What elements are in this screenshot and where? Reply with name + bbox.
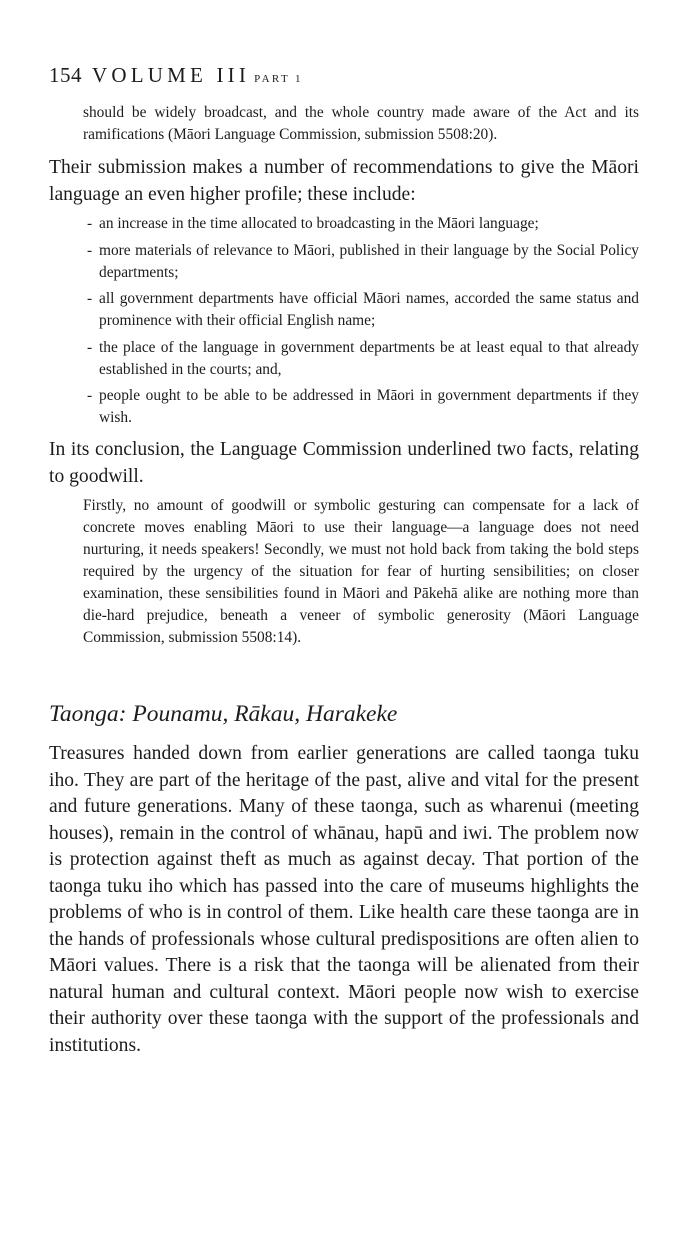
- list-item: - people ought to be able to be addressed in Māori in government departments if they wish.: [87, 387, 639, 426]
- dash-bullet: -: [87, 387, 93, 404]
- dash-bullet: -: [87, 338, 93, 356]
- block-quote-1: should be widely broadcast, and the whole country made aware of the Act and its ramifications (Māori Language Commission, submission 5508:20).: [83, 104, 639, 143]
- list-item: - more materials of relevance to Māori, published in their language by the Social Policy departments;: [87, 241, 639, 281]
- document-page: [49, 62, 639, 1059]
- block-quote-2: Firstly, no amount of goodwill or symbolic gesturing can compensate for a lack of concrete moves enabling Māori to use their language—a language does not need nurturing, it needs speakers! Secondly, we must not hold back from taking the bold steps required by the urgency of the situation for fear of hurting sensibilities; on closer examination, these sensibilities found in Māori and Pākehā alike are nothing more than die-hard prejudice, beneath a veneer of symbolic generosity (Māori Language Commission, submission 5508:14).: [83, 497, 639, 646]
- dash-bullet: -: [87, 290, 93, 307]
- dash-bullet: -: [87, 241, 93, 259]
- list-item: - the place of the language in government departments be at least equal to that already established in the courts; and,: [87, 338, 639, 378]
- body-paragraph-1: Their submission makes a number of recommendations to give the Māori language an even higher profile; these include:: [49, 157, 639, 205]
- part-label: PART 1: [254, 73, 303, 85]
- dash-bullet: -: [87, 215, 93, 232]
- recommendations-list: [87, 213, 639, 429]
- section-heading: Taonga: Pounamu, Rākau, Harakeke: [49, 701, 398, 727]
- volume-label: VOLUME III: [92, 63, 251, 87]
- running-head: [49, 62, 639, 88]
- list-item: - an increase in the time allocated to broadcasting in the Māori language;: [87, 213, 639, 235]
- page-number: 154: [49, 63, 82, 87]
- body-paragraph-2: In its conclusion, the Language Commission underlined two facts, relating to goodwill.: [49, 439, 639, 487]
- list-item: - all government departments have official Māori names, accorded the same status and prominence with their official English name;: [87, 290, 639, 329]
- body-paragraph-3: Treasures handed down from earlier generations are called taonga tuku iho. They are part of the heritage of the past, alive and vital for the present and future generations. Many of these taonga, such as wharenui (meeting houses), remain in the control of whānau, hapū and iwi. The problem now is protection against theft as much as against decay. That portion of the taonga tuku iho which has passed into the care of museums highlights the problems of who is in control of them. Like health care these taonga are in the hands of professionals whose cultural predispositions are often alien to Māori values. There is a risk that the taonga will be alienated from their natural human and cultural context. Māori people now wish to exercise their authority over these taonga with the support of the professionals and institutions.: [49, 743, 639, 1056]
